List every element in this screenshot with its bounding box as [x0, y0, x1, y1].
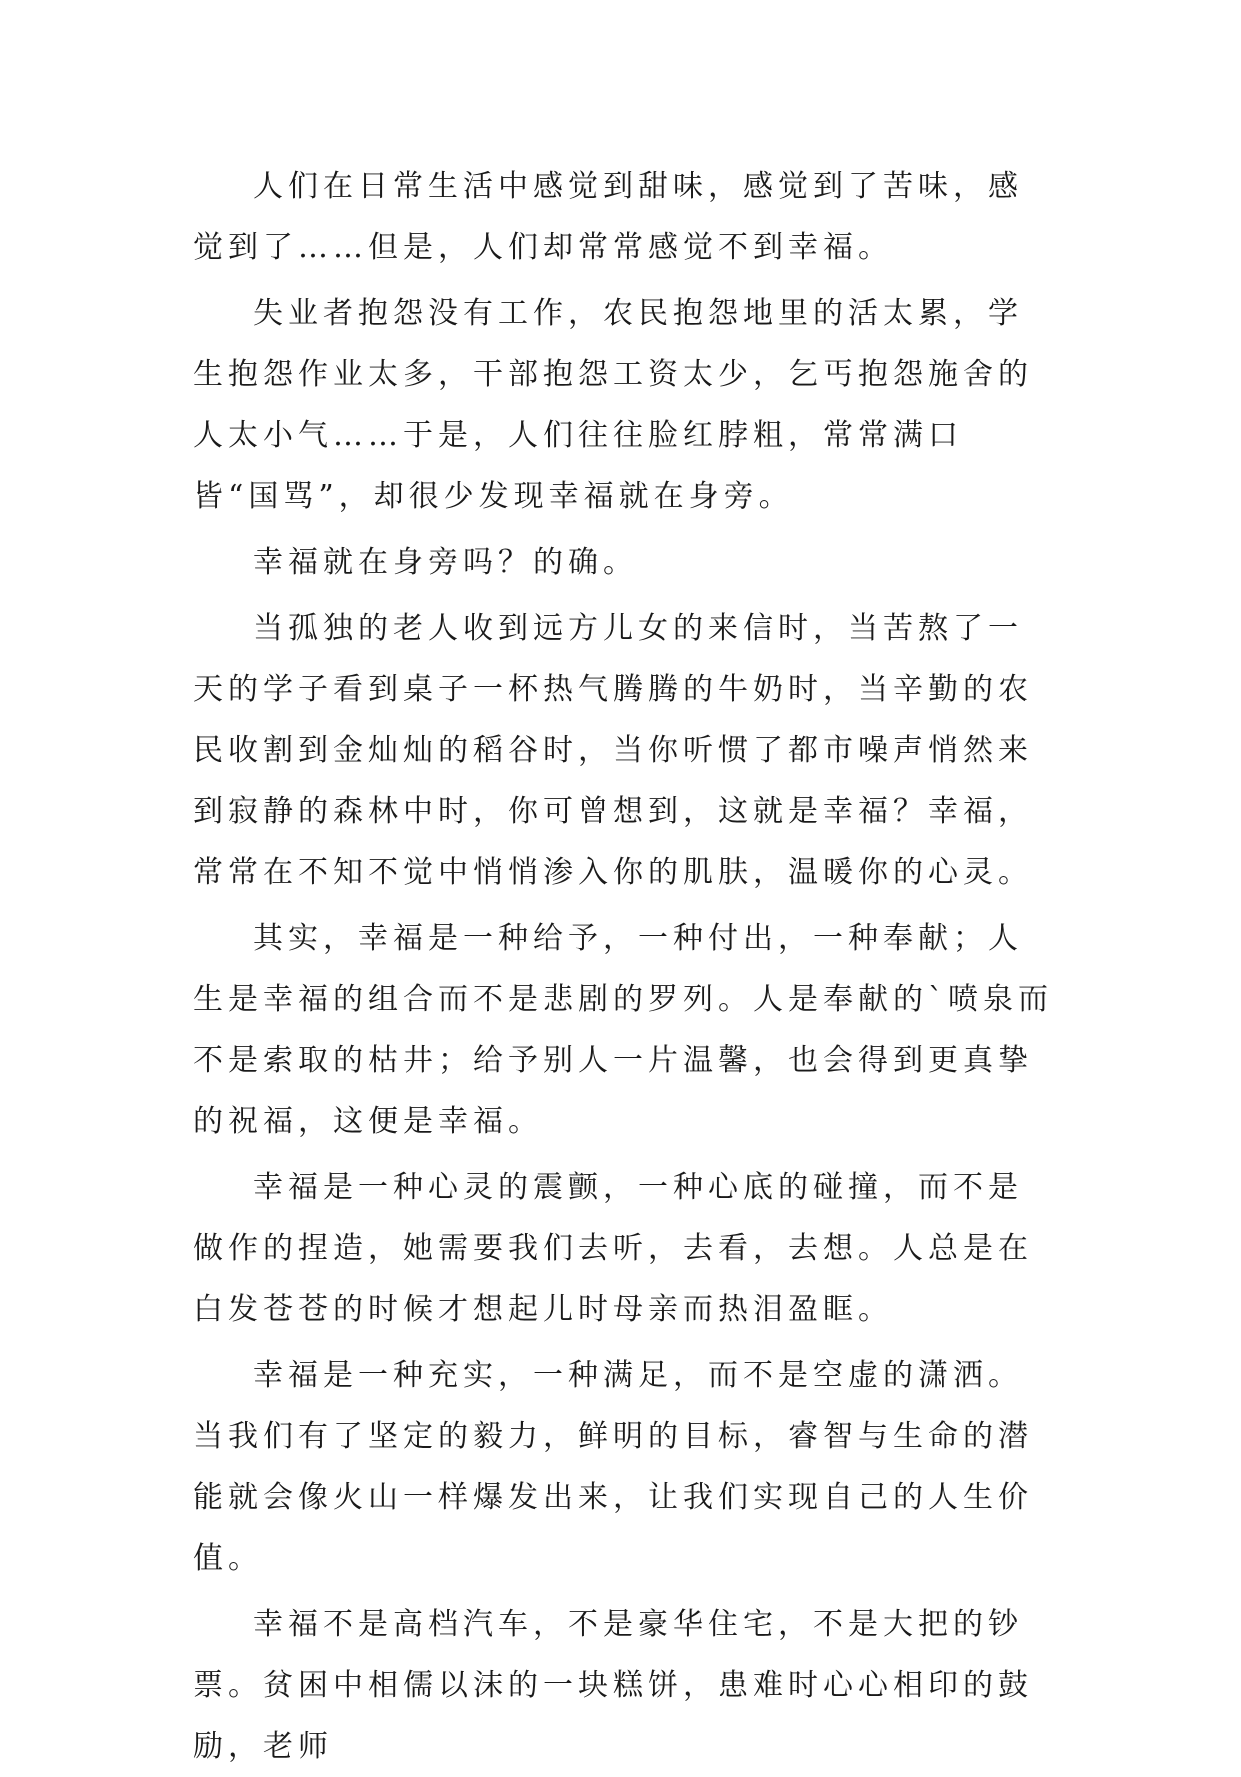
paragraph-5: 其实，幸福是一种给予，一种付出，一种奉献；人生是幸福的组合而不是悲剧的罗列。人是奉献的`喷泉而不是索取的枯井；给予别人一片温馨，也会得到更真挚的祝福，这便是幸福。 [193, 921, 1053, 1139]
paragraph-7: 幸福是一种充实，一种满足，而不是空虚的潇洒。当我们有了坚定的毅力，鲜明的目标，睿智与生命的潜能就会像火山一样爆发出来，让我们实现自己的人生价值。 [193, 1358, 1033, 1576]
paragraph-2: 失业者抱怨没有工作，农民抱怨地里的活太累，学生抱怨作业太多，干部抱怨工资太少，乞丐抱怨施舍的人太小气……于是，人们往往脸红脖粗，常常满口皆“国骂”，却很少发现幸福就在身旁。 [193, 296, 1033, 514]
paragraph-3: 幸福就在身旁吗？的确。 [253, 545, 638, 580]
paragraph-4: 当孤独的老人收到远方儿女的来信时，当苦熬了一天的学子看到桌子一杯热气腾腾的牛奶时，当辛勤的农民收割到金灿灿的稻谷时，当你听惯了都市噪声悄然来到寂静的森林中时，你可曾想到，这就是幸福？幸福，常常在不知不觉中悄悄渗入你的肌肤，温暖你的心灵。 [193, 611, 1033, 890]
document-body [193, 156, 1053, 1777]
paragraph-8: 幸福不是高档汽车，不是豪华住宅，不是大把的钞票。贫困中相儒以沫的一块糕饼，患难时心心相印的鼓励，老师 [193, 1607, 1033, 1764]
paragraph-6: 幸福是一种心灵的震颤，一种心底的碰撞，而不是做作的捏造，她需要我们去听，去看，去想。人总是在白发苍苍的时候才想起儿时母亲而热泪盈眶。 [193, 1170, 1033, 1327]
paragraph-1: 人们在日常生活中感觉到甜味，感觉到了苦味，感觉到了……但是，人们却常常感觉不到幸福。 [193, 169, 1023, 265]
